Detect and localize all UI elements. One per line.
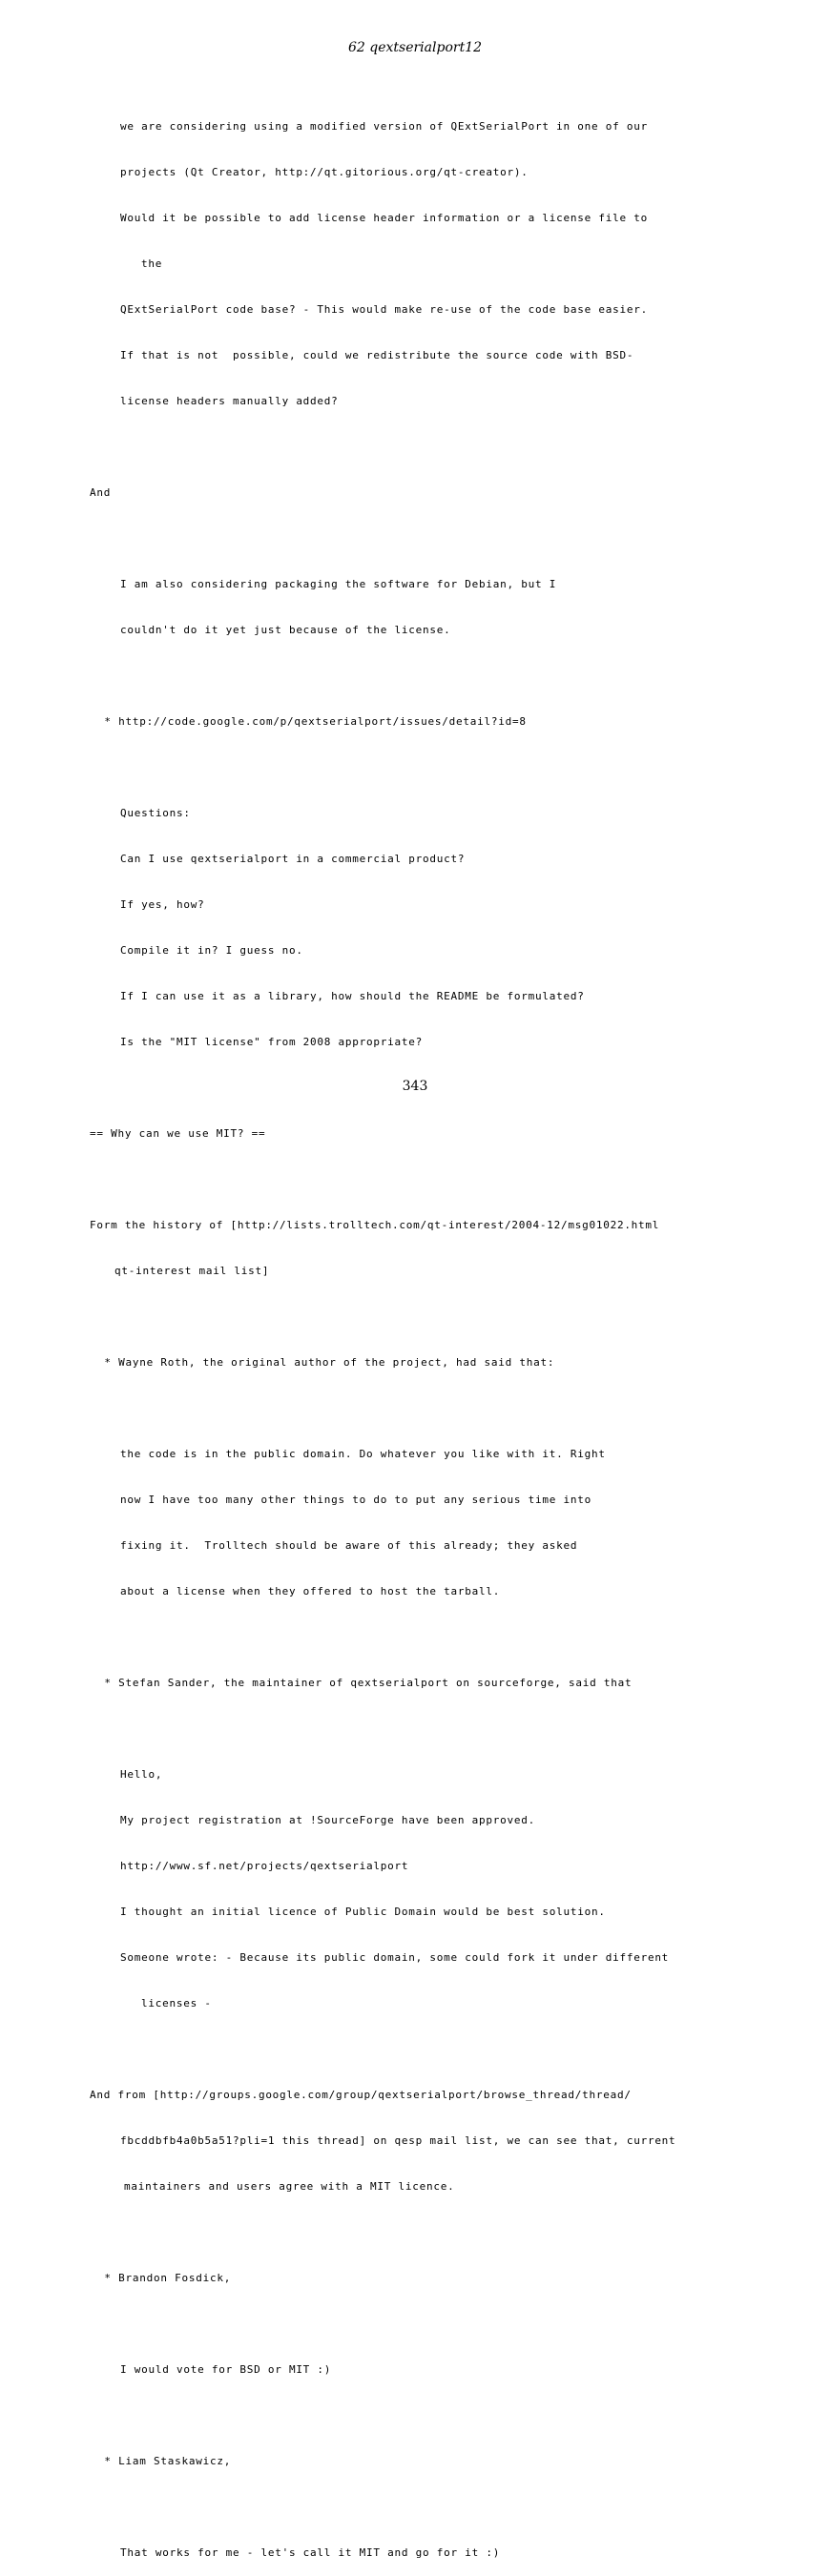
bullet-liam: * Liam Staskawicz, — [97, 2455, 232, 2467]
quote-wayne-line: about a license when they offered to host the tarball. — [120, 1585, 501, 1597]
history-line: qt-interest mail list] — [114, 1265, 270, 1277]
blank-line — [90, 1172, 757, 1187]
quote1-line: projects (Qt Creator, http://qt.gitorious.org/qt-creator). — [120, 166, 529, 178]
quote-wayne-line: the code is in the public domain. Do whatever you like with it. Right — [120, 1448, 606, 1460]
quote-stefan-line: licenses - — [141, 1997, 212, 2009]
quote1-line: Would it be possible to add license header information or a license file to — [120, 212, 648, 224]
question-line: Is the "MIT license" from 2008 appropriate? — [120, 1036, 424, 1048]
quote2-line: couldn't do it yet just because of the license. — [120, 624, 451, 636]
quote1-line: QExtSerialPort code base? - This would make re-use of the code base easier. — [120, 303, 648, 316]
quote-stefan-line: My project registration at !SourceForge have been approved. — [120, 1814, 535, 1826]
thread-line: And from [http://groups.google.com/group/qextserialport/browse_thread/thread/ — [90, 2089, 632, 2101]
quote1-line: we are considering using a modified version of QExtSerialPort in one of our — [120, 120, 648, 133]
question-line: If I can use it as a library, how should the README be formulated? — [120, 990, 585, 1002]
thread-line: maintainers and users agree with a MIT licence. — [124, 2180, 455, 2193]
quote-stefan-line: Hello, — [120, 1768, 163, 1781]
blank-line — [90, 2500, 757, 2515]
blank-line — [90, 1309, 757, 1325]
page-number: 343 — [402, 1079, 428, 1094]
and-label: And — [90, 486, 112, 499]
page-header: 62 qextserialport12 — [347, 40, 483, 55]
quote1-line: If that is not possible, could we redistribute the source code with BSD- — [120, 349, 634, 361]
blank-line — [90, 1401, 757, 1416]
quote-wayne-line: now I have too many other things to do to put any serious time into — [120, 1494, 591, 1506]
quote-stefan-line: I thought an initial licence of Public Domain would be best solution. — [120, 1906, 606, 1918]
question-line: Can I use qextserialport in a commercial product? — [120, 853, 466, 865]
quote-stefan-line: Someone wrote: - Because its public domain, some could fork it under different — [120, 1951, 670, 1964]
thread-line: fbcddbfb4a0b5a51?pli=1 this thread] on qesp mail list, we can see that, current — [120, 2134, 676, 2147]
blank-line — [90, 2408, 757, 2423]
blank-line — [90, 2042, 757, 2057]
quote-wayne-line: fixing it. Trolltech should be aware of this already; they asked — [120, 1539, 578, 1552]
question-line: Compile it in? I guess no. — [120, 944, 303, 957]
bullet-stefan: * Stefan Sander, the maintainer of qextserialport on sourceforge, said that — [97, 1677, 633, 1689]
blank-line — [90, 2225, 757, 2240]
blank-line — [90, 760, 757, 775]
bullet-issue-link: * http://code.google.com/p/qextserialport/issues/detail?id=8 — [97, 715, 527, 728]
document-body — [90, 89, 757, 2576]
quote2-line: I am also considering packaging the software for Debian, but I — [120, 578, 557, 590]
blank-line — [90, 669, 757, 684]
bullet-wayne: * Wayne Roth, the original author of the project, had said that: — [97, 1356, 555, 1369]
quote-stefan-line: http://www.sf.net/projects/qextserialport — [120, 1860, 409, 1872]
blank-line — [90, 2317, 757, 2332]
blank-line — [90, 531, 757, 546]
section-heading: == Why can we use MIT? == — [90, 1127, 266, 1140]
quote1-line: the — [141, 258, 163, 270]
quote-liam: That works for me - let's call it MIT and go for it :) — [120, 2546, 501, 2559]
question-line: Questions: — [120, 807, 191, 819]
quote-brandon: I would vote for BSD or MIT :) — [120, 2363, 332, 2376]
question-line: If yes, how? — [120, 898, 205, 911]
quote1-line: license headers manually added? — [120, 395, 339, 407]
bullet-brandon: * Brandon Fosdick, — [97, 2272, 232, 2284]
blank-line — [90, 1721, 757, 1737]
history-line: Form the history of [http://lists.trolltech.com/qt-interest/2004-12/msg01022.html — [90, 1219, 660, 1231]
blank-line — [90, 1630, 757, 1645]
blank-line — [90, 440, 757, 455]
